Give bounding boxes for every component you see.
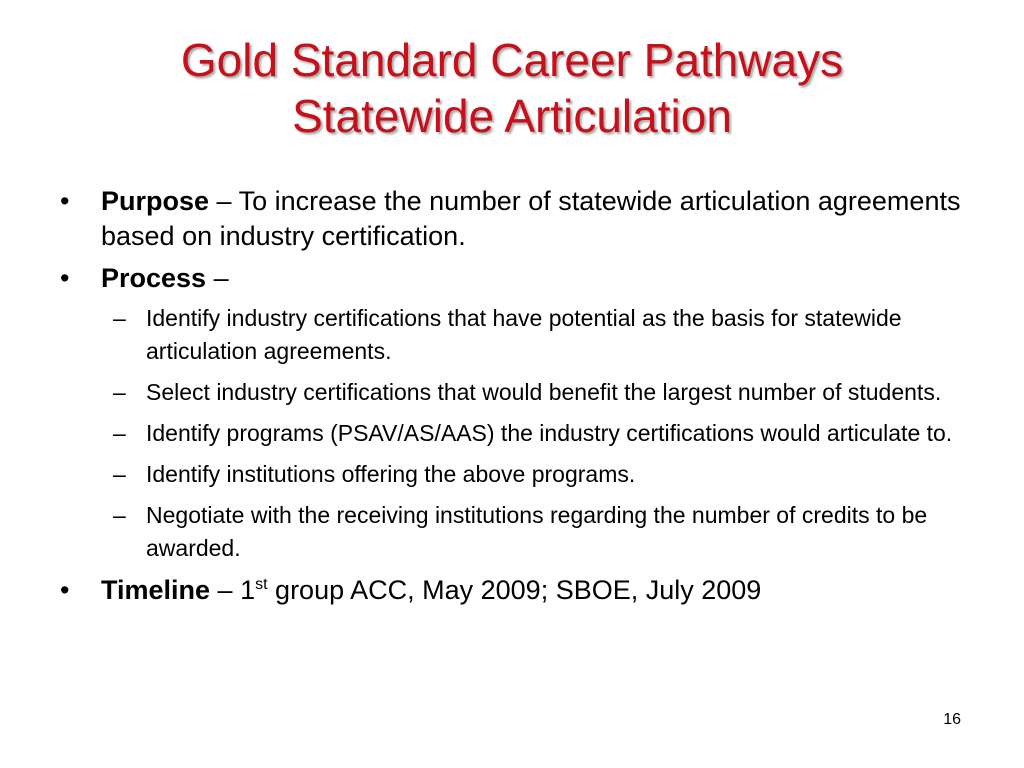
bullet-marker: • xyxy=(60,575,70,605)
sub-item xyxy=(58,417,978,450)
slide-title xyxy=(0,32,1024,144)
dash-marker: – xyxy=(113,379,126,405)
bullet-text-process: – xyxy=(206,263,229,293)
dash-marker: – xyxy=(113,502,126,528)
sub-item xyxy=(58,499,978,565)
bullet-marker: • xyxy=(60,263,70,293)
bullet-timeline xyxy=(58,573,978,608)
bullet-marker: • xyxy=(60,186,70,216)
bullet-label-timeline: Timeline xyxy=(101,575,211,605)
bullet-text-timeline-after: group ACC, May 2009; SBOE, July 2009 xyxy=(267,575,762,605)
bullet-process xyxy=(58,261,978,296)
sub-item xyxy=(58,458,978,491)
sub-item-text: Identify institutions offering the above programs. xyxy=(146,461,636,487)
sub-item-text: Negotiate with the receiving institutions regarding the number of credits to be awarded. xyxy=(146,502,928,561)
sub-item-text: Identify industry certifications that have potential as the basis for statewide articulation agreements. xyxy=(146,305,902,364)
sub-item-text: Identify programs (PSAV/AS/AAS) the industry certifications would articulate to. xyxy=(146,420,953,446)
ordinal-superscript: st xyxy=(255,576,268,593)
bullet-text-timeline-before: – 1 xyxy=(210,575,256,605)
slide-title-line-2: Statewide Articulation xyxy=(292,90,732,142)
bullet-text-purpose: – To increase the number of statewide articulation agreements based on industry certification. xyxy=(101,186,961,251)
bullet-purpose xyxy=(58,184,978,254)
bullet-label-process: Process xyxy=(101,263,207,293)
dash-marker: – xyxy=(113,461,126,487)
page-number: 16 xyxy=(943,711,961,728)
sub-item-text: Select industry certifications that would benefit the largest number of students. xyxy=(146,379,942,405)
slide-title-line-1: Gold Standard Career Pathways xyxy=(180,34,844,86)
sub-item xyxy=(58,376,978,409)
dash-marker: – xyxy=(113,305,126,331)
dash-marker: – xyxy=(113,420,126,446)
bullet-label-purpose: Purpose xyxy=(101,186,210,216)
sub-item xyxy=(58,302,978,368)
slide-body xyxy=(58,184,978,608)
